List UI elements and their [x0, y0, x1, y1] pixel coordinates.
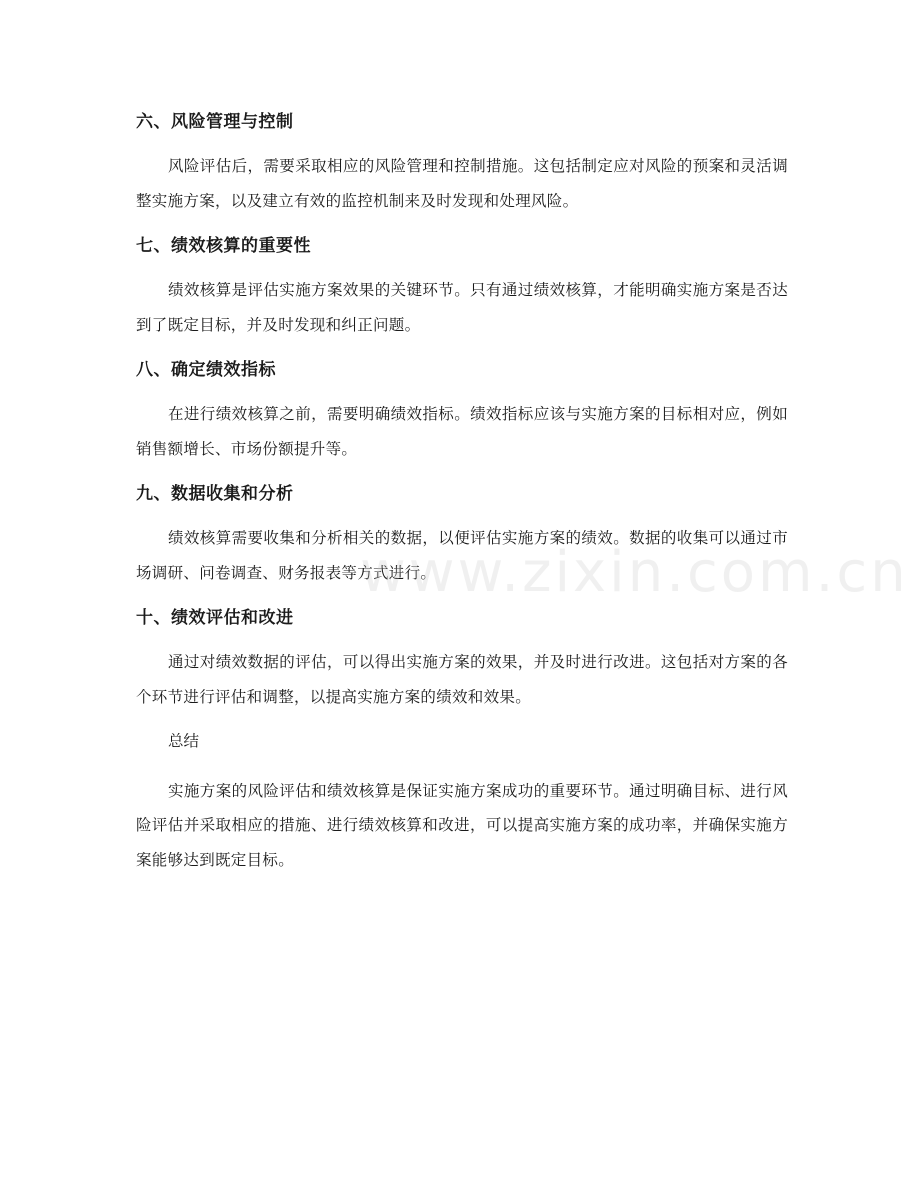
- section-heading-10: 十、绩效评估和改进: [136, 608, 294, 628]
- section-body-7: 绩效核算是评估实施方案效果的关键环节。只有通过绩效核算，才能明确实施方案是否达到了既定目标，并及时发现和纠正问题。: [136, 281, 788, 334]
- document-content: [136, 104, 788, 887]
- watermark: www.zixin.com.cn: [360, 540, 909, 605]
- section-body-9: 绩效核算需要收集和分析相关的数据，以便评估实施方案的绩效。数据的收集可以通过市场调研、问卷调查、财务报表等方式进行。: [136, 529, 788, 582]
- section-body-10: 通过对绩效数据的评估，可以得出实施方案的效果，并及时进行改进。这包括对方案的各个环节进行评估和调整，以提高实施方案的绩效和效果。: [136, 653, 788, 706]
- section-heading-9: 九、数据收集和分析: [136, 484, 294, 504]
- section-heading-7: 七、绩效核算的重要性: [136, 236, 311, 256]
- section-body-6: 风险评估后，需要采取相应的风险管理和控制措施。这包括制定应对风险的预案和灵活调整实施方案，以及建立有效的监控机制来及时发现和处理风险。: [136, 157, 788, 210]
- section-heading-8: 八、确定绩效指标: [136, 360, 276, 380]
- section-heading-6: 六、风险管理与控制: [136, 112, 294, 132]
- section-body-8: 在进行绩效核算之前，需要明确绩效指标。绩效指标应该与实施方案的目标相对应，例如销售额增长、市场份额提升等。: [136, 405, 788, 458]
- summary-body: 实施方案的风险评估和绩效核算是保证实施方案成功的重要环节。通过明确目标、进行风险评估并采取相应的措施、进行绩效核算和改进，可以提高实施方案的成功率，并确保实施方案能够达到既定目标。: [136, 781, 788, 869]
- summary-label: 总结: [168, 732, 200, 750]
